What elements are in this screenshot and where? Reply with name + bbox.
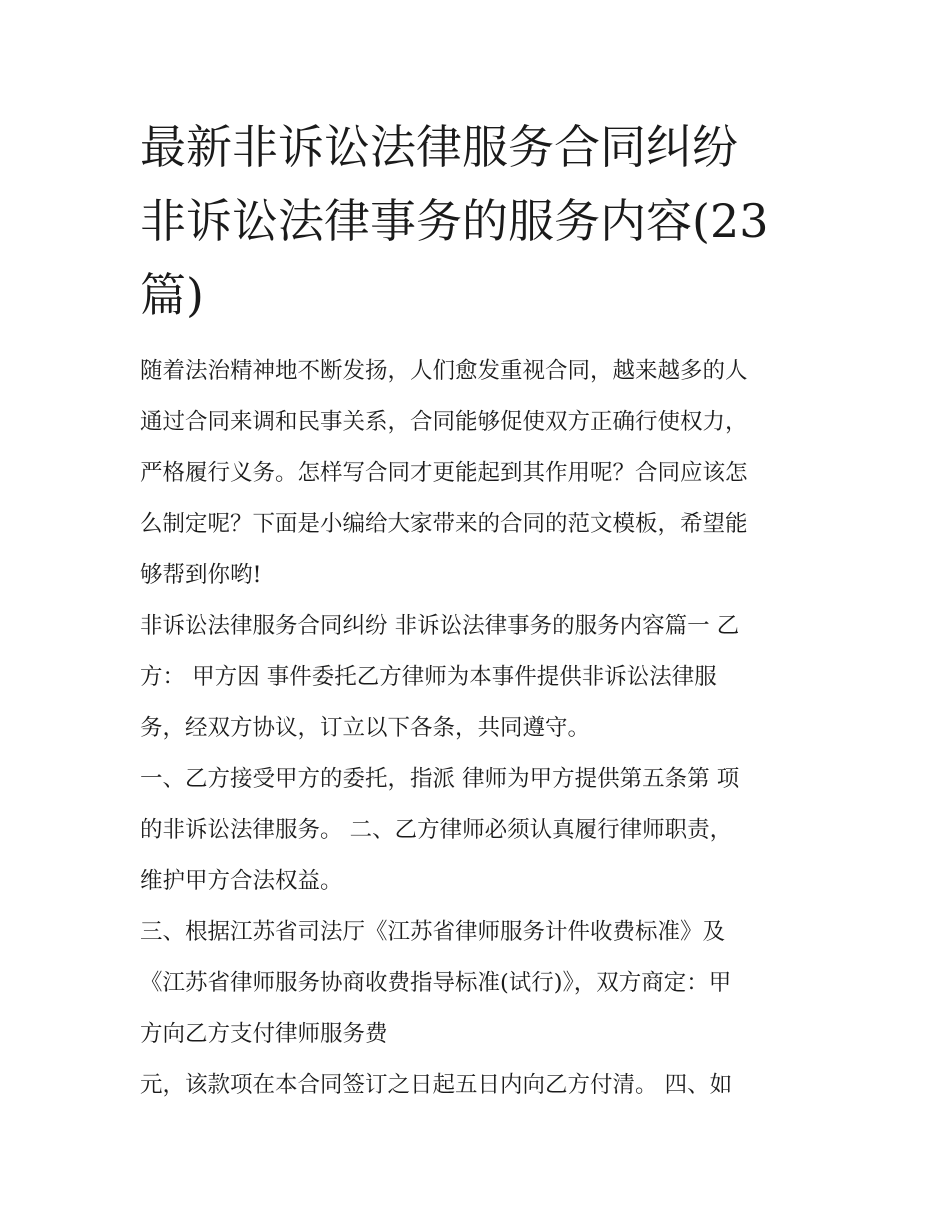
payment-paragraph <box>140 1060 820 1111</box>
text-line: 方： 甲方因 事件委托乙方律师为本事件提供非诉讼法律服 <box>140 664 717 690</box>
text-line: 维护甲方合法权益。 <box>140 868 343 894</box>
intro-paragraph <box>140 346 820 601</box>
document-content <box>140 110 820 1111</box>
contract-heading-paragraph <box>140 601 820 754</box>
document-title <box>140 110 820 332</box>
text-line: 一、乙方接受甲方的委托，指派 律师为甲方提供第五条第 项 <box>140 766 740 792</box>
title-line: 非诉讼法律事务的服务内容(23 <box>140 194 769 248</box>
text-line: 随着法治精神地不断发扬，人们愈发重视合同，越来越多的人 <box>140 358 748 384</box>
text-line: 非诉讼法律服务合同纠纷 非诉讼法律事务的服务内容篇一 乙 <box>140 613 740 639</box>
text-line: 三、根据江苏省司法厅《江苏省律师服务计件收费标准》及 <box>140 919 726 945</box>
text-line: 务，经双方协议，订立以下各条，共同遵守。 <box>140 715 591 741</box>
text-line: 《江苏省律师服务协商收费指导标准(试行)》，双方商定：甲 <box>140 970 732 996</box>
text-line: 么制定呢？下面是小编给大家带来的合同的范文模板，希望能 <box>140 511 748 537</box>
title-line: 篇) <box>140 268 204 322</box>
clause-one-paragraph <box>140 754 820 907</box>
text-line: 元，该款项在本合同签订之日起五日内向乙方付清。 四、如 <box>140 1072 733 1098</box>
text-line: 方向乙方支付律师服务费 <box>140 1021 388 1047</box>
text-line: 的非诉讼法律服务。 二、乙方律师必须认真履行律师职责， <box>140 817 733 843</box>
text-line: 够帮到你哟! <box>140 562 262 588</box>
clause-three-paragraph <box>140 907 820 1060</box>
text-line: 严格履行义务。怎样写合同才更能起到其作用呢？合同应该怎 <box>140 460 748 486</box>
text-line: 通过合同来调和民事关系，合同能够促使双方正确行使权力， <box>140 409 748 435</box>
title-line: 最新非诉讼法律服务合同纠纷 <box>140 120 738 174</box>
